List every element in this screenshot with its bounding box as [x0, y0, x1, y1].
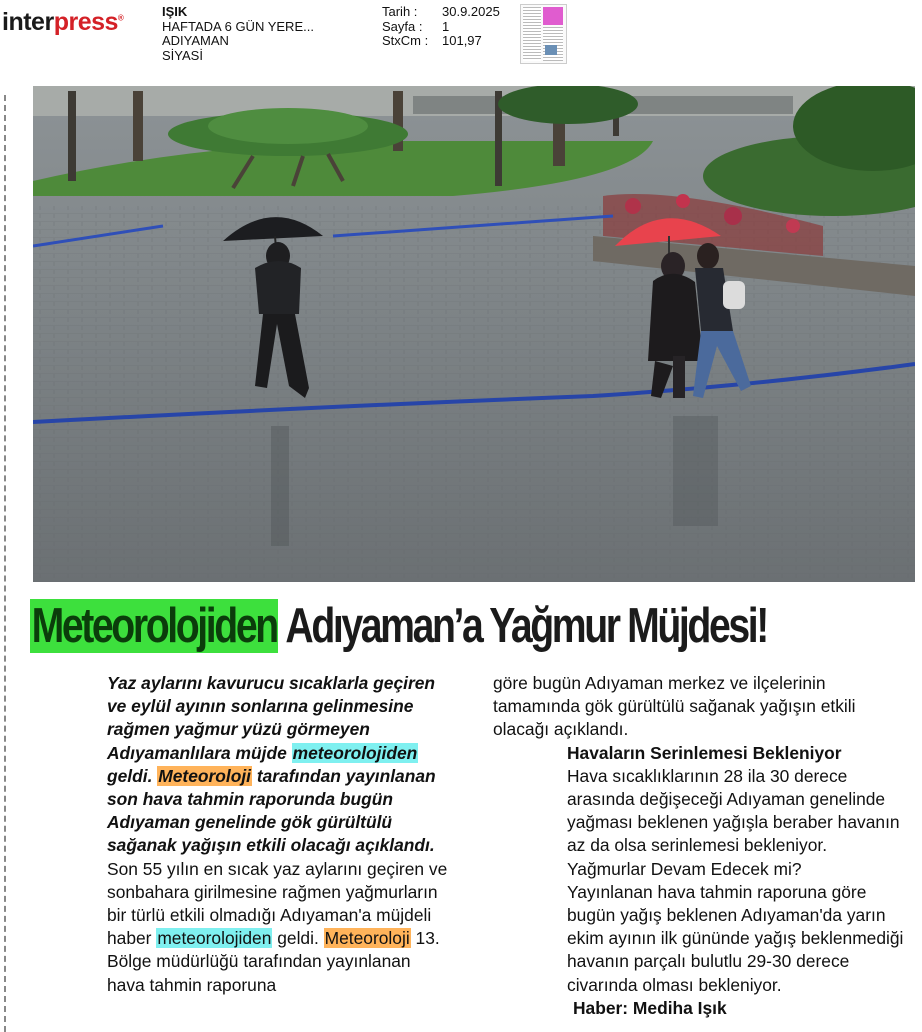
logo-press: press	[53, 8, 118, 36]
lead-keyword-2: Meteoroloji	[158, 765, 252, 786]
paper-frequency: HAFTADA 6 GÜN YERE...	[162, 18, 314, 34]
paper-name: IŞIK	[162, 4, 188, 19]
body-paragraph-2: göre bugün Adıyaman merkez ve ilçelerinin tamamında gök gürültülü sağanak yağışın etkili olacağı açıklandı.	[493, 673, 856, 740]
logo-registered-mark: ®	[117, 13, 124, 23]
clip-details	[382, 5, 500, 49]
subheading-2: Yağmurlar Devam Edecek mi?	[567, 858, 802, 879]
lead-text-2: geldi.	[107, 765, 158, 786]
interpress-logo	[2, 8, 123, 37]
body-text-3: 13. Bölge müdürlüğü tarafından yayınlanan hava tahmin raporuna	[107, 928, 440, 995]
body-text-1: Son 55 yılın en sıcak yaz aylarını geçiren ve sonbahara girilmesine rağmen yağmurların bir türlü etkili olmadığı Adıyaman'a müjdeli haber	[107, 858, 448, 949]
article-column-1	[33, 672, 453, 997]
torn-edge	[4, 95, 10, 1032]
lead-text-3: tarafından yayınlanan son hava tahmin raporunda bugün Adıyaman genelinde gök gürültülü sağanak yağışın etkili olacağı açıklandı.	[107, 765, 436, 856]
page-label: Sayfa :	[382, 18, 423, 34]
news-photo	[33, 86, 915, 582]
lead-text-1: Yaz aylarını kavurucu sıcaklarla geçiren ve eylül ayının sonlarına gelinmesine rağmen yağmur yüzü görmeyen Adıyamanlılara müjde	[107, 673, 436, 763]
date-label: Tarih :	[382, 4, 418, 19]
page-value: 1	[442, 18, 450, 34]
stxcm-label: StxCm :	[382, 33, 429, 48]
body-text-2: geldi.	[272, 928, 324, 949]
body-paragraph-1	[33, 858, 453, 997]
article-column-2	[493, 672, 913, 1020]
date-value: 30.9.2025	[442, 4, 500, 19]
headline-highlight: Meteorolojiden	[31, 599, 277, 653]
byline: Haber: Mediha Işık	[573, 997, 727, 1018]
paper-city: ADIYAMAN	[162, 33, 229, 48]
clip-meta	[162, 5, 314, 63]
body-paragraph-4: Yayınlanan hava tahmin raporuna göre bugün yağış beklenen Adıyaman'da yarın ekim ayının ilk gününde yağış beklenmediği havanın parçalı bulutlu 29-30 derece civarında olması bekleniyor.	[567, 881, 904, 995]
lead-keyword-1: meteorolojiden	[292, 742, 418, 763]
body-paragraph-3: Hava sıcaklıklarının 28 ila 30 derece arasında değişeceği Adıyaman genelinde yağması beklenen yağışla beraber havanın az da olsa serinlemesi bekleniyor.	[567, 765, 900, 856]
logo-inter: inter	[2, 8, 54, 36]
lead-paragraph	[33, 672, 453, 858]
paper-category: SİYASİ	[162, 47, 203, 63]
body-keyword-1: meteorolojiden	[157, 928, 272, 949]
stxcm-value: 101,97	[442, 33, 482, 48]
headline-rest: Adıyaman’a Yağmur Müjdesi!	[278, 599, 767, 653]
subheading-1: Havaların Serinlemesi Bekleniyor	[567, 742, 842, 763]
page-thumbnail[interactable]	[520, 4, 567, 64]
body-keyword-2: Meteoroloji	[324, 928, 410, 949]
headline	[30, 596, 767, 658]
